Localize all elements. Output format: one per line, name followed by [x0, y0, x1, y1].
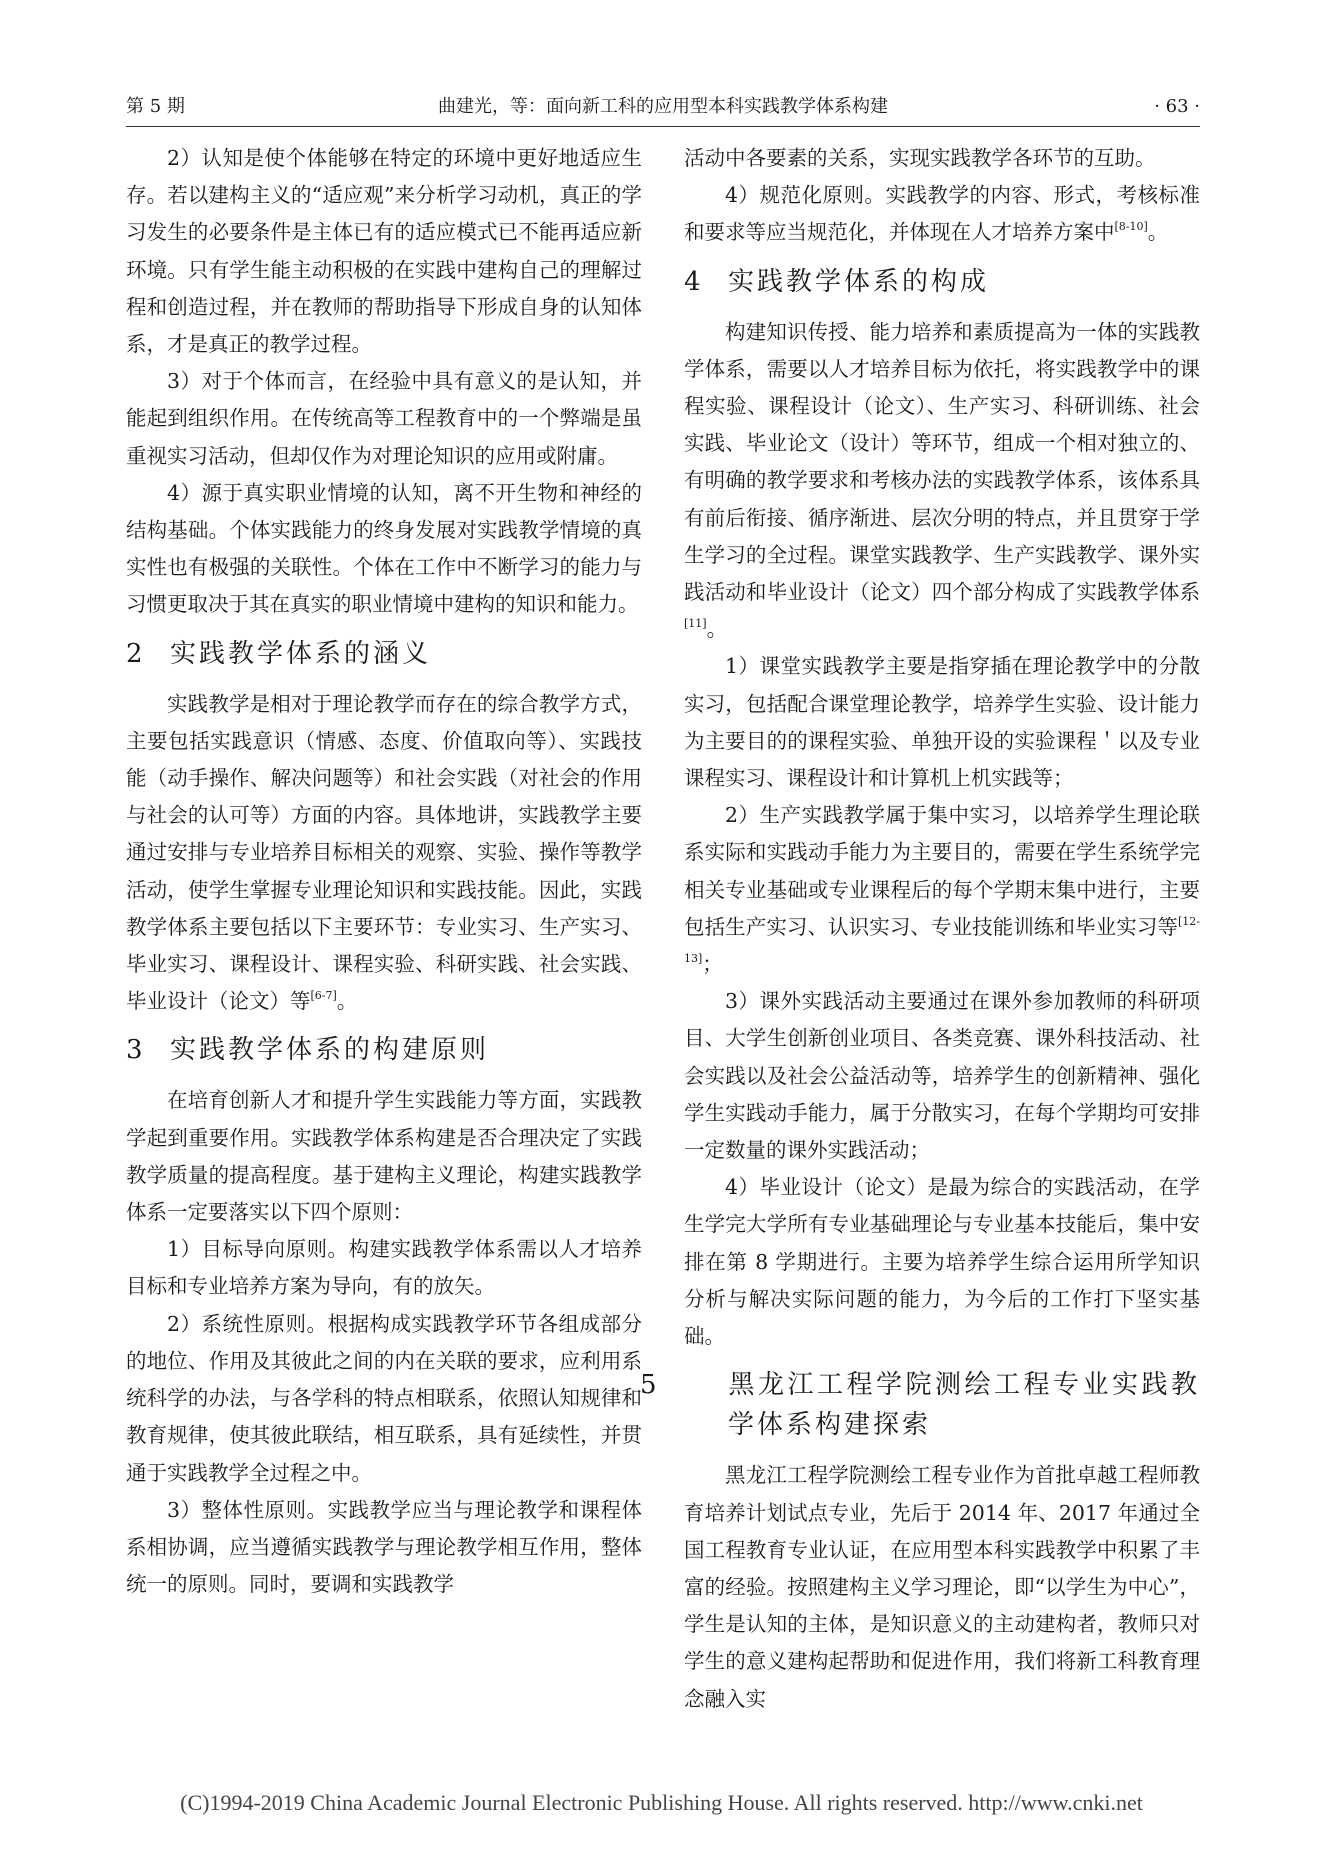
paragraph-end: 。: [706, 617, 728, 642]
paragraph-text: 实践教学是相对于理论教学而存在的综合教学方式，主要包括实践意识（情感、态度、价值取向等）、实践技能（动手操作、解决问题等）和社会实践（对社会的作用与社会的认可等）方面的内容。具体地讲，实践教学主要通过安排与专业培养目标相关的观察、实验、操作等教学活动，使学生掌握专业理论知识和实践技能。因此，实践教学体系主要包括以下主要环节：专业实习、生产实习、毕业实习、课程设计、课程实验、科研实践、社会实践、毕业设计（论文）等: [126, 691, 642, 1014]
running-title: 曲建光，等：面向新工科的应用型本科实践教学体系构建: [438, 96, 888, 117]
paragraph: 3）对于个体而言，在经验中具有意义的是认知，并能起到组织作用。在传统高等工程教育中的一个弊端是虽重视实习活动，但却仅作为对理论知识的应用或附庸。: [126, 369, 642, 468]
paragraph: [126, 686, 642, 1021]
paragraph-end: 。: [1147, 220, 1169, 245]
paragraph-end: 。: [336, 989, 358, 1014]
left-column: [126, 140, 642, 1603]
section-heading-4: [684, 262, 1200, 302]
section-heading-3: [126, 1030, 642, 1070]
header-rule: [126, 126, 1200, 127]
section-number: 2: [126, 638, 146, 669]
paragraph: 在培育创新人才和提升学生实践能力等方面，实践教学起到重要作用。实践教学体系构建是否合理决定了实践教学质量的提高程度。基于建构主义理论，构建实践教学体系一定要落实以下四个原则：: [126, 1088, 642, 1225]
paragraph: 1）课堂实践教学主要是指穿插在理论教学中的分散实习，包括配合课堂理论教学，培养学生实验、设计能力为主要目的的课程实验、单独开设的实验课程＇以及专业课程实习、课程设计和计算机上机实践等；: [684, 654, 1200, 791]
paragraph: 2）系统性原则。根据构成实践教学环节各组成部分的地位、作用及其彼此之间的内在关联的要求，应利用系统科学的办法，与各学科的特点相联系，依照认知规律和教育规律，使其彼此联结，相互联系，具有延续性，并贯通于实践教学全过程之中。: [126, 1311, 642, 1485]
issue-label: 第 5 期: [126, 96, 185, 117]
page-number: · 63 ·: [1154, 96, 1200, 117]
paragraph: [684, 314, 1200, 649]
paragraph-text: 构建知识传授、能力培养和素质提高为一体的实践教学体系，需要以人才培养目标为依托，将实践教学中的课程实验、课程设计（论文）、生产实习、科研训练、社会实践、毕业论文（设计）等环节，组成一个相对独立的、有明确的教学要求和考核办法的实践教学体系，该体系具有前后衔接、循序渐进、层次分明的特点，并且贯穿于学生学习的全过程。课堂实践教学、生产实践教学、课外实践活动和毕业设计（论文）四个部分构成了实践教学体系: [684, 319, 1200, 605]
section-number: 3: [126, 1035, 146, 1066]
section-title: 实践教学体系的构建原则: [170, 1035, 490, 1066]
paragraph: 3）整体性原则。实践教学应当与理论教学和课程体系相协调，应当遵循实践教学与理论教学相互作用，整体统一的原则。同时，要调和实践教学: [126, 1497, 642, 1597]
paragraph-continued: 活动中各要素的关系，实现实践教学各环节的互助。: [684, 146, 1156, 170]
paragraph: 黑龙江工程学院测绘工程专业作为首批卓越工程师教育培养计划试点专业，先后于 2014 年、2017 年通过全国工程教育专业认证，在应用型本科实践教学中积累了丰富的经验。按照建构主义学习理论，即“以学生为中心”，学生是认知的主体，是知识意义的主动建构者，教师只对学生的意义建构起帮助和促进作用，我们将新工科教育理念融入实: [684, 1463, 1200, 1711]
citation-ref: [8-10]: [1114, 220, 1148, 234]
citation-ref: [11]: [684, 617, 707, 631]
copyright-footer: (C)1994-2019 China Academic Journal Electronic Publishing House. All rights reserved. http://www.cnki.net: [180, 1790, 1143, 1815]
citation-ref: [6-7]: [310, 989, 337, 1003]
paragraph: 1）目标导向原则。构建实践教学体系需以人才培养目标和专业培养方案为导向，有的放矢。: [126, 1237, 642, 1299]
section-heading-5: [640, 1365, 1200, 1445]
section-number: 5: [640, 1370, 660, 1401]
citation-ref: [12-13]: [684, 914, 1200, 966]
paragraph: [684, 177, 1200, 251]
paragraph: 4）毕业设计（论文）是最为综合的实践活动，在学生学完大学所有专业基础理论与专业基本技能后，集中安排在第 8 学期进行。主要为培养学生综合运用所学知识分析与解决实际问题的能力，为今后的工作打下坚实基础。: [684, 1175, 1200, 1349]
paragraph-text: 4）规范化原则。实践教学的内容、形式，考核标准和要求等应当规范化，并体现在人才培养方案中: [684, 183, 1200, 245]
paragraph: 4）源于真实职业情境的认知，离不开生物和神经的结构基础。个体实践能力的终身发展对实践教学情境的真实性也有极强的关联性。个体在工作中不断学习的能力与习惯更取决于其在真实的职业情境中建构的知识和能力。: [126, 480, 642, 617]
section-title: 实践教学体系的涵义: [170, 638, 432, 669]
section-title: 实践教学体系的构成: [728, 266, 990, 297]
paragraph: [684, 797, 1200, 983]
section-title: 黑龙江工程学院测绘工程专业实践教学体系构建探索: [728, 1370, 1200, 1441]
paragraph: 2）认知是使个体能够在特定的环境中更好地适应生存。若以建构主义的“适应观”来分析学习动机，真正的学习发生的必要条件是主体已有的适应模式已不能再适应新环境。只有学生能主动积极的在实践中建构自己的理解过程和创造过程，并在教师的帮助指导下形成自身的认知体系，才是真正的教学过程。: [126, 146, 642, 357]
paragraph: 3）课外实践活动主要通过在课外参加教师的科研项目、大学生创新创业项目、各类竞赛、课外科技活动、社会实践以及社会公益活动等，培养学生的创新精神、强化学生实践动手能力，属于分散实习，在每个学期均可安排一定数量的课外实践活动；: [684, 989, 1200, 1163]
paragraph-end: ；: [702, 952, 723, 977]
running-header: [126, 92, 1200, 122]
section-number: 4: [684, 266, 704, 297]
paragraph-text: 2）生产实践教学属于集中实习，以培养学生理论联系实际和实践动手能力为主要目的，需要在学生系统学完相关专业基础或专业课程后的每个学期末集中进行，主要包括生产实习、认识实习、专业技能训练和毕业实习等: [684, 803, 1200, 939]
section-heading-2: [126, 634, 642, 674]
right-column: [640, 140, 1200, 1718]
